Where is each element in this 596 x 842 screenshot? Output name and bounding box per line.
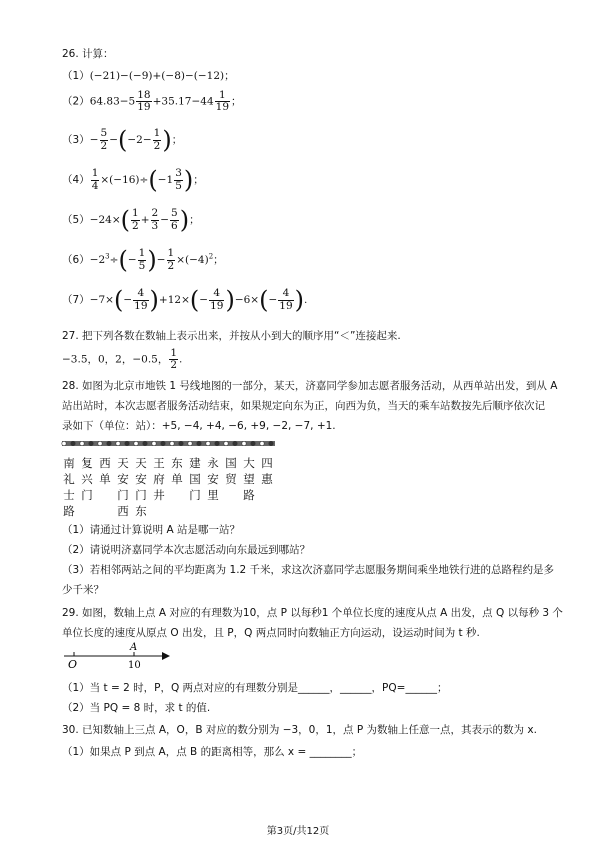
station-dot: [143, 441, 147, 445]
station-label: 复兴门: [81, 456, 93, 502]
station-dot: [224, 441, 228, 445]
station-dot: [197, 441, 201, 445]
q28-sub-3a: （3）若相邻两站之间的平均距离为 1.2 千米，求这次济嘉同学志愿服务期间乘坐地铁行进的总路程约是多: [62, 564, 555, 576]
q28-line-3: 录如下（单位：站）：+5, −4, +4, −6, +9, −2, −7, +1.: [62, 420, 336, 432]
q28-sub-3b: 少千米？: [62, 584, 104, 596]
station-dot: [260, 441, 264, 445]
station-dot: [89, 441, 93, 445]
station-label: 永安里: [207, 456, 219, 502]
q29-sub-2: （2）当 PQ = 8 时，求 t 的值.: [62, 702, 211, 714]
station-label: 大望路: [243, 456, 255, 502]
station-dot: [80, 441, 84, 445]
station-label: 建国门: [189, 456, 201, 502]
label-a: A: [130, 642, 138, 653]
q26-part-7: （7）−7×(− $\frac{4}{19}$ )+12×(− $\frac{4}{19}$ )−6×(− $\frac{4}{19}$ ).: [62, 286, 308, 314]
fraction: $\frac{3}{5}$: [175, 167, 182, 192]
station-label: 天安门东: [135, 456, 147, 518]
q29-line-1: 29. 如图，数轴上点 A 对应的有理数为10，点 P 以每秒1 个单位长度的速度从点 A 出发，点 Q 以每秒 3 个: [62, 607, 563, 619]
station-label: 王府井: [153, 456, 165, 502]
station-dot: [206, 441, 210, 445]
q28-sub-1: （1）请通过计算说明 A 站是哪一站？: [62, 524, 241, 536]
station-dot: [215, 441, 219, 445]
fraction: $\frac{1}{2}$: [170, 347, 178, 372]
station-dot: [62, 441, 66, 445]
q26-part-1: （1）(−21)−(−9)+(−8)−(−12)；: [62, 70, 235, 82]
fraction: $\frac{1}{2}$: [132, 207, 139, 232]
station-dot: [188, 441, 192, 445]
q26-part-4: （4） $\frac{1}{4}$ ×(−16)÷(−1 $\frac{3}{5}$ )；: [62, 166, 204, 194]
fraction: $\frac{1}{4}$: [91, 167, 99, 192]
q26-part-5: （5）−24×( $\frac{1}{2}$ + $\frac{2}{3}$ − $\frac{5}{6}$ )；: [62, 206, 200, 234]
station-dot: [98, 441, 102, 445]
q28-line-1: 28. 如图为北京市地铁 1 号线地图的一部分，某天，济嘉同学参加志愿者服务活动，从西单站出发，到从 A: [62, 380, 558, 392]
fraction: $\frac{4}{19}$: [279, 287, 293, 312]
subway-line-map: [60, 438, 280, 450]
q26-title: 26. 计算：: [62, 48, 114, 60]
station-label: 西单: [99, 456, 111, 486]
station-dot: [161, 441, 165, 445]
q28-line-2: 站出站时，本次志愿者服务活动结束，如果规定向东为正，向西为负，当天的乘车站数按先后顺序依次记: [62, 400, 545, 412]
q29-sub-1: （1）当 t = 2 时，P，Q 两点对应的有理数分别是______，______，PQ=______；: [62, 682, 448, 694]
q27-numbers: −3.5，0，2，−0.5， $\frac{1}{2}$ .: [62, 347, 183, 372]
fraction: $\frac{1}{5}$: [138, 247, 146, 272]
station-dot: [251, 441, 255, 445]
q26-part-2: （2）64.83−5 $\frac{18}{19}$ +35.17−44 $\frac{1}{19}$ ；: [62, 89, 242, 114]
label-10: 10: [128, 660, 141, 671]
station-dot: [152, 441, 156, 445]
station-label: 天安门西: [117, 456, 129, 518]
station-dot: [71, 441, 75, 445]
q27-title: 27. 把下列各数在数轴上表示出来，并按从小到大的顺序用“＜”连接起来.: [62, 330, 401, 342]
station-label: 南礼士路: [63, 456, 75, 518]
station-label: 四惠: [261, 456, 273, 486]
axis-arrow-icon: [162, 652, 170, 660]
station-dot: [170, 441, 174, 445]
q26-part-3: （3）− $\frac{5}{2}$ −(−2− $\frac{1}{2}$ )；: [62, 126, 183, 154]
q26-part-6: $(6)-2^3\div(-$ $\frac{1}{5}$ )− $\frac{1}{2}$ $\times(-4)^2$；: [62, 246, 224, 274]
number-line-diagram: [62, 640, 172, 672]
station-dot: [242, 441, 246, 445]
fraction: $\frac{1}{19}$: [215, 89, 230, 114]
fraction: $\frac{4}{19}$: [134, 287, 148, 312]
station-label: 东单: [171, 456, 183, 486]
fraction: $\frac{1}{2}$: [167, 247, 175, 272]
station-dot: [179, 441, 183, 445]
fraction: $\frac{18}{19}$: [137, 89, 151, 114]
station-dot: [233, 441, 237, 445]
station-dot: [116, 441, 120, 445]
q29-line-2: 单位长度的速度从原点 O 出发，且 P，Q 两点同时向数轴正方向运动，设运动时间为 t 秒.: [62, 627, 480, 639]
fraction: $\frac{2}{3}$: [151, 207, 159, 232]
fraction: $\frac{5}{2}$: [100, 127, 108, 152]
station-label: 国贸: [225, 456, 237, 486]
q28-sub-2: （2）请说明济嘉同学本次志愿活动向东最远到哪站？: [62, 544, 311, 556]
label-o: O: [68, 658, 78, 671]
page-footer: 第3页/共12页: [266, 826, 330, 837]
fraction: $\frac{1}{2}$: [153, 127, 161, 152]
station-dot: [134, 441, 138, 445]
station-dot: [125, 441, 129, 445]
fraction: $\frac{4}{19}$: [210, 287, 224, 312]
station-dot: [269, 441, 273, 445]
q30-line-1: 30. 已知数轴上三点 A，O，B 对应的数分别为 −3，0，1，点 P 为数轴上任意一点，其表示的数为 x.: [62, 724, 537, 736]
q30-sub-1: （1）如果点 P 到点 A，点 B 的距离相等，那么 x = ________；: [62, 746, 363, 758]
station-dot: [107, 441, 111, 445]
fraction: $\frac{5}{6}$: [171, 207, 178, 232]
